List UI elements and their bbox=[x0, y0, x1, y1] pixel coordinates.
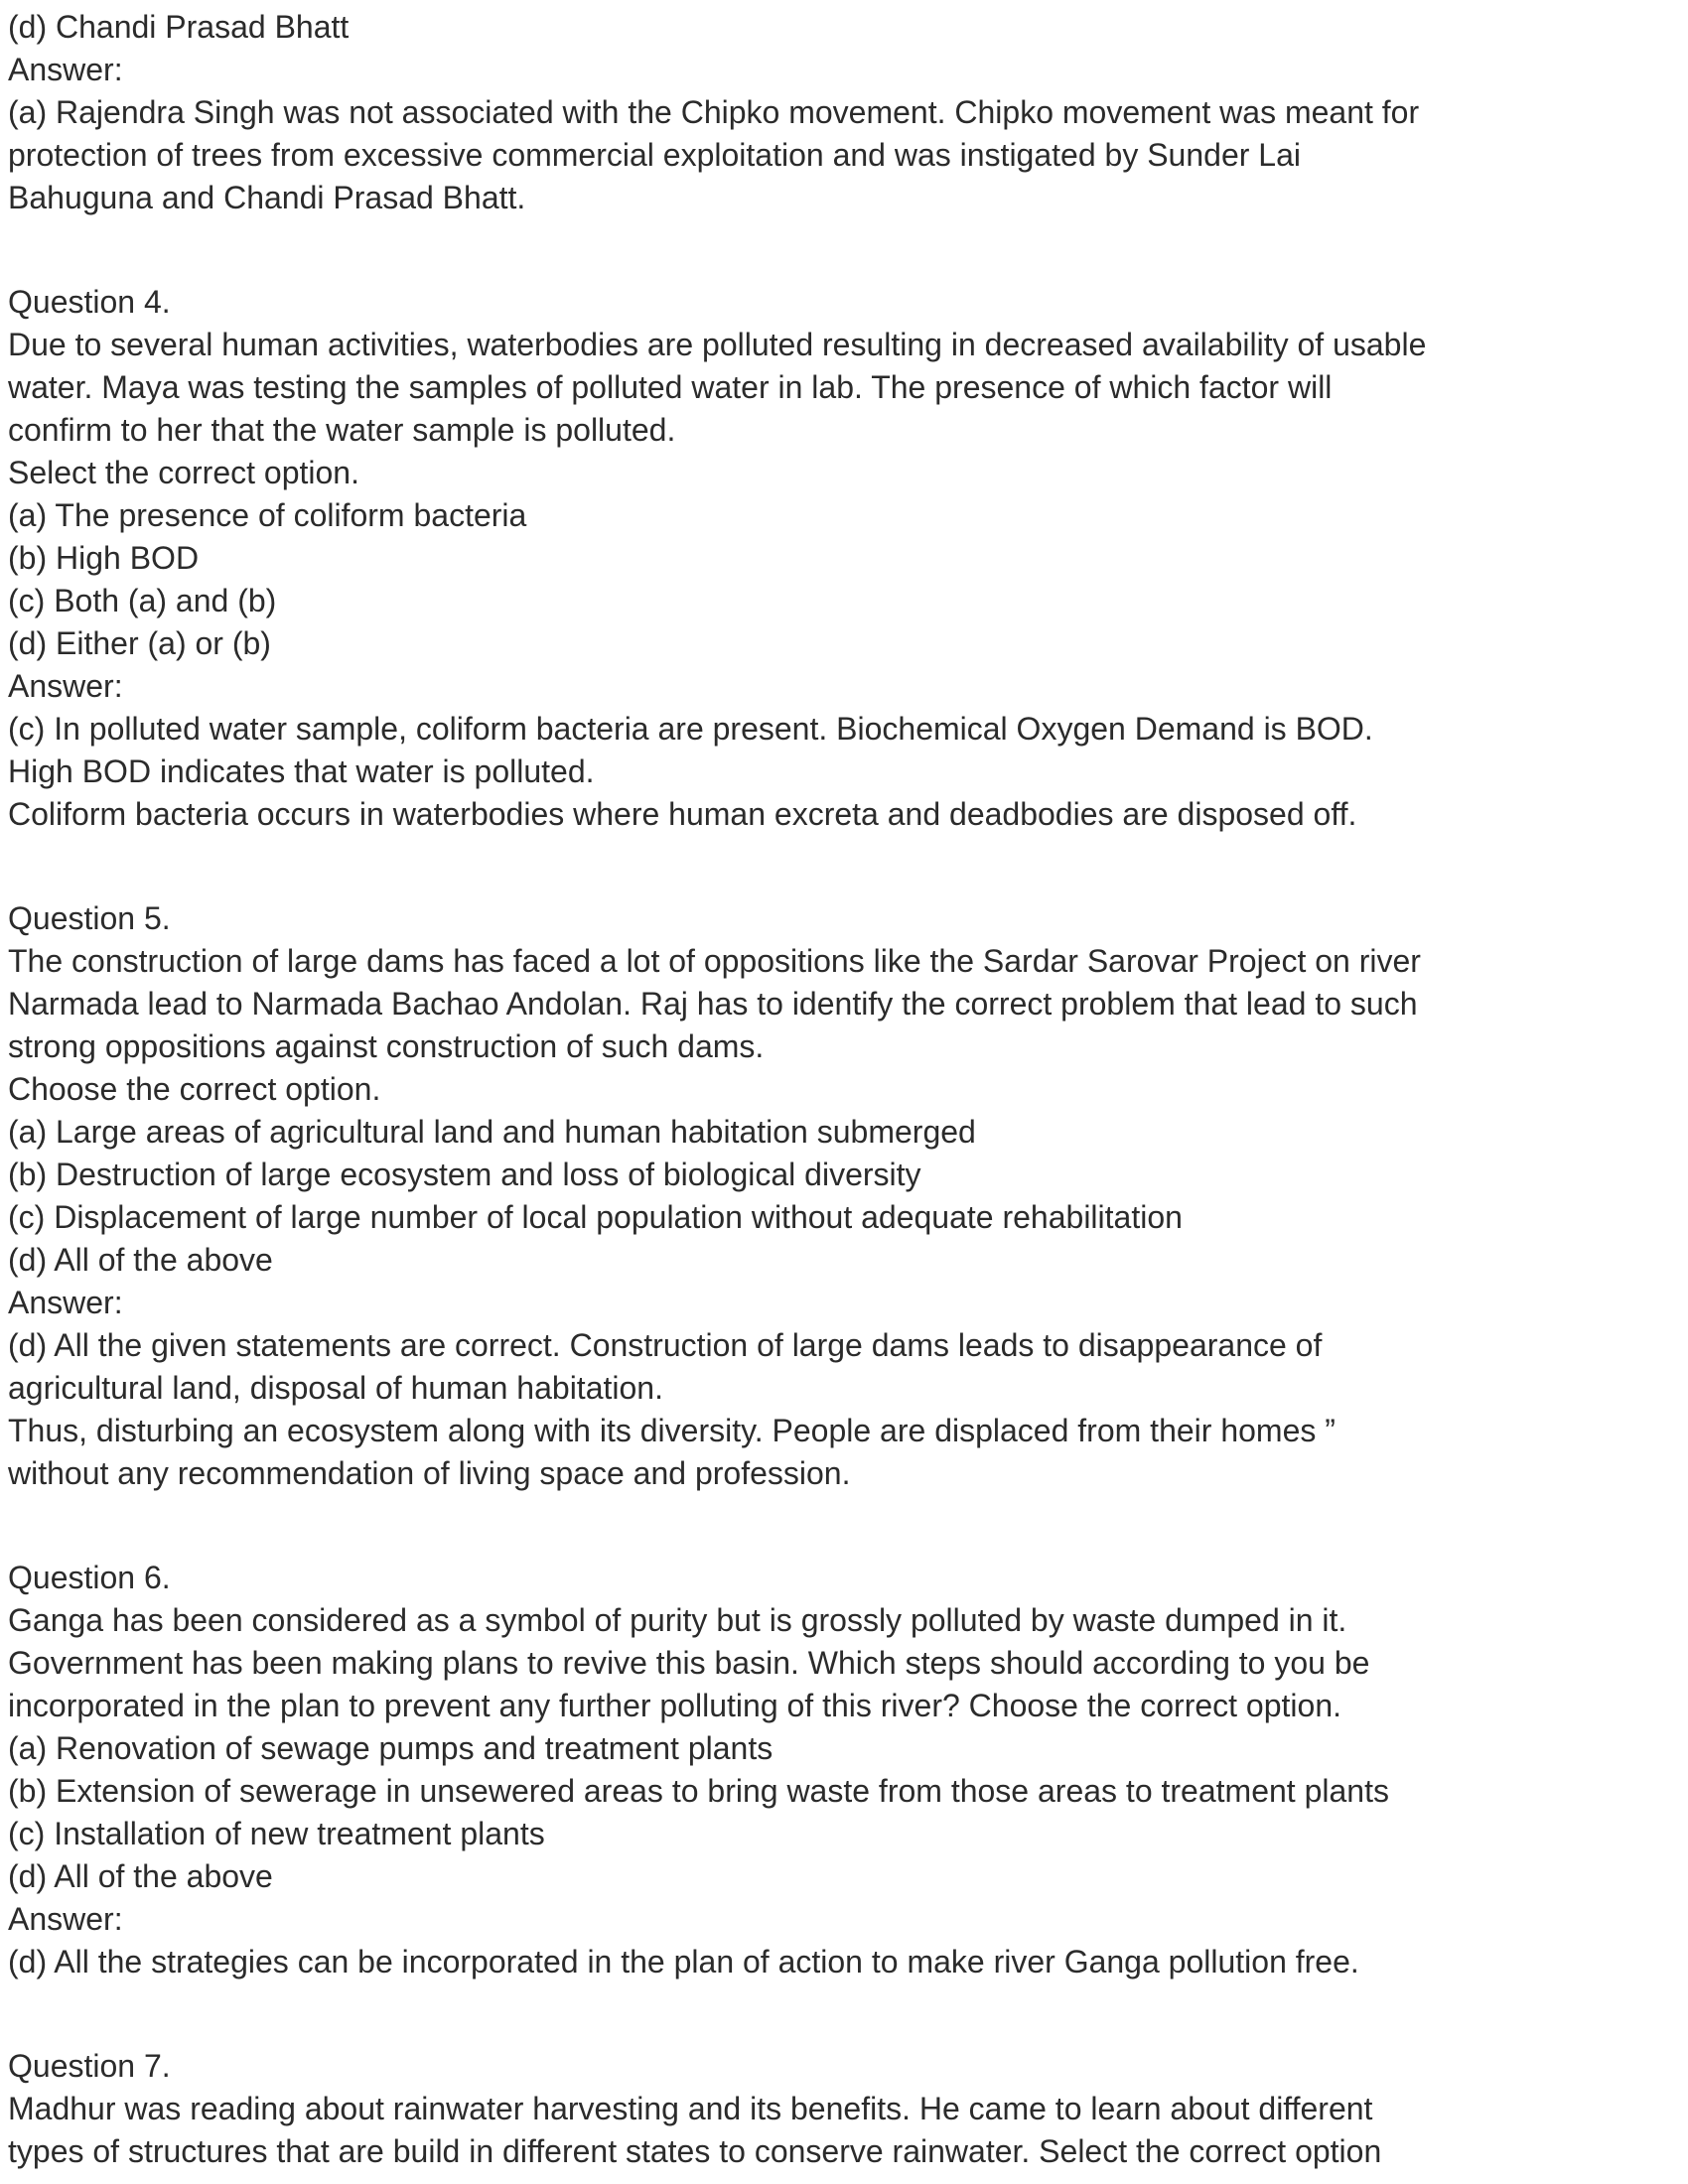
text-line: confirm to her that the water sample is polluted. bbox=[8, 412, 676, 448]
text-line: (b) Destruction of large ecosystem and loss of biological diversity bbox=[8, 1157, 921, 1192]
text-line: types of structures that are build in different states to conserve rainwater. Select the correct option bbox=[8, 2133, 1382, 2169]
text-line: water. Maya was testing the samples of polluted water in lab. The presence of which factor will bbox=[8, 369, 1333, 405]
text-line: (a) Rajendra Singh was not associated with the Chipko movement. Chipko movement was meant for bbox=[8, 94, 1420, 130]
question-6 bbox=[8, 1557, 1680, 1983]
text-line: Question 6. bbox=[8, 1560, 171, 1595]
text-line: Question 7. bbox=[8, 2048, 171, 2084]
text-line: Answer: bbox=[8, 52, 123, 87]
text-line: (a) The presence of coliform bacteria bbox=[8, 497, 527, 533]
text-line: Answer: bbox=[8, 1285, 123, 1320]
document-body bbox=[8, 6, 1680, 2173]
text-line: (a) Renovation of sewage pumps and treatment plants bbox=[8, 1730, 774, 1766]
text-line: (d) All the strategies can be incorporated in the plan of action to make river Ganga pollution free. bbox=[8, 1944, 1359, 1979]
text-line: strong oppositions against construction of such dams. bbox=[8, 1028, 765, 1064]
text-line: Bahuguna and Chandi Prasad Bhatt. bbox=[8, 180, 526, 215]
text-line: Coliform bacteria occurs in waterbodies where human excreta and deadbodies are disposed off. bbox=[8, 796, 1357, 832]
text-line: (d) All the given statements are correct. Construction of large dams leads to disappearance of bbox=[8, 1327, 1323, 1363]
text-line: (c) Displacement of large number of local population without adequate rehabilitation bbox=[8, 1199, 1183, 1235]
text-line: Select the correct option. bbox=[8, 455, 359, 490]
text-line: incorporated in the plan to prevent any further polluting of this river? Choose the correct option. bbox=[8, 1688, 1341, 1723]
text-line: The construction of large dams has faced a lot of oppositions like the Sardar Sarovar Project on river bbox=[8, 943, 1421, 979]
text-line: Madhur was reading about rainwater harvesting and its benefits. He came to learn about different bbox=[8, 2091, 1373, 2126]
text-line: without any recommendation of living space and profession. bbox=[8, 1455, 851, 1491]
text-line: (a) Large areas of agricultural land and human habitation submerged bbox=[8, 1114, 976, 1150]
text-line: (d) All of the above bbox=[8, 1858, 273, 1894]
question-5 bbox=[8, 897, 1680, 1495]
text-line: Question 5. bbox=[8, 900, 171, 936]
text-line: High BOD indicates that water is polluted. bbox=[8, 753, 595, 789]
text-line: (c) Installation of new treatment plants bbox=[8, 1816, 545, 1851]
question-3-answer-tail bbox=[8, 6, 1680, 219]
text-line: (d) All of the above bbox=[8, 1242, 273, 1278]
text-line: Due to several human activities, waterbodies are polluted resulting in decreased availability of usable bbox=[8, 327, 1427, 362]
text-line: Narmada lead to Narmada Bachao Andolan. Raj has to identify the correct problem that lead to such bbox=[8, 986, 1418, 1022]
text-line: agricultural land, disposal of human habitation. bbox=[8, 1370, 663, 1406]
question-4 bbox=[8, 281, 1680, 836]
text-line: (d) Chandi Prasad Bhatt bbox=[8, 9, 350, 45]
text-line: Ganga has been considered as a symbol of purity but is grossly polluted by waste dumped in it. bbox=[8, 1602, 1347, 1638]
text-line: Answer: bbox=[8, 1901, 123, 1937]
text-line: Answer: bbox=[8, 668, 123, 704]
text-line: Government has been making plans to revive this basin. Which steps should according to you be bbox=[8, 1645, 1370, 1681]
text-line: (c) In polluted water sample, coliform bacteria are present. Biochemical Oxygen Demand is BOD. bbox=[8, 711, 1373, 747]
text-line: (b) Extension of sewerage in unsewered areas to bring waste from those areas to treatment plants bbox=[8, 1773, 1389, 1809]
text-line: Question 4. bbox=[8, 284, 171, 320]
text-line: Thus, disturbing an ecosystem along with its diversity. People are displaced from their homes ” bbox=[8, 1413, 1336, 1448]
text-line: Choose the correct option. bbox=[8, 1071, 381, 1107]
text-line: (d) Either (a) or (b) bbox=[8, 625, 271, 661]
question-7 bbox=[8, 2045, 1680, 2173]
text-line: (c) Both (a) and (b) bbox=[8, 583, 277, 618]
text-line: protection of trees from excessive commercial exploitation and was instigated by Sunder Lai bbox=[8, 137, 1301, 173]
text-line: (b) High BOD bbox=[8, 540, 200, 576]
